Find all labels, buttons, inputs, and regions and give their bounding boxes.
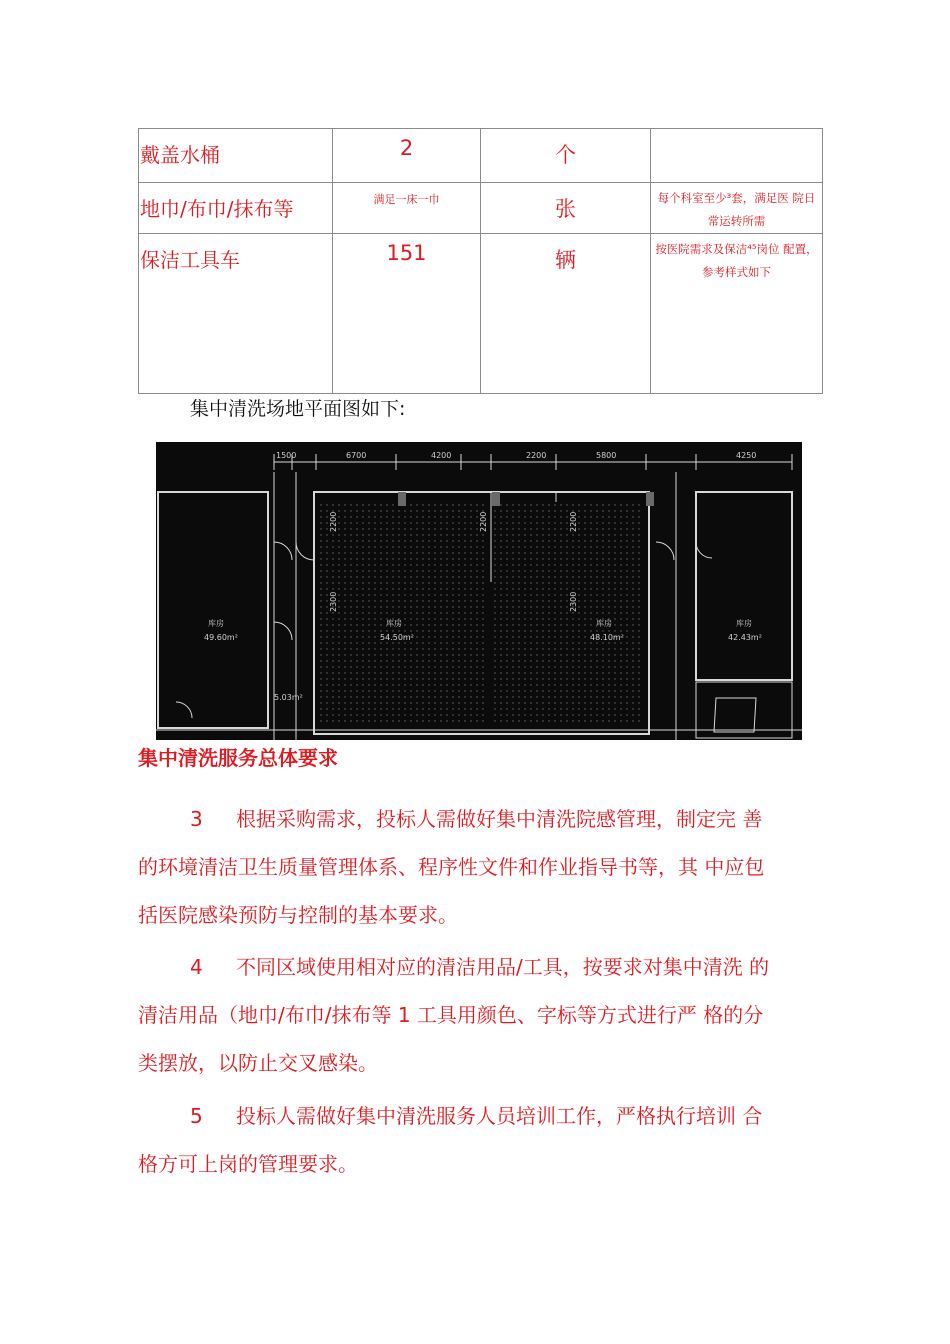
dim-label: 2200	[329, 511, 338, 532]
table-row	[139, 234, 823, 394]
paragraph-line: 括医院感染预防与控制的基本要求。	[138, 903, 458, 927]
item-qty: 151	[386, 241, 427, 265]
paragraph-line: 清洁用品（地巾/布巾/抹布等 1 工具用颜色、字标等方式进行严 格的分	[138, 1003, 764, 1027]
item-note	[651, 129, 822, 133]
dim-label: 4250	[736, 451, 757, 460]
item-note: 按医院需求及保洁⁴⁵岗位 配置，参考样式如下	[655, 242, 818, 279]
room-area: 48.10m²	[590, 633, 624, 642]
paragraph-line: 的环境清洁卫生质量管理体系、程序性文件和作业指导书等，其 中应包	[138, 855, 765, 879]
paragraph-text: 投标人需做好集中清洗服务人员培训工作，严格执行培训 合	[236, 1104, 763, 1128]
room-label: 库房	[208, 619, 224, 628]
table-row	[139, 183, 823, 234]
paragraph-line: 格方可上岗的管理要求。	[138, 1152, 358, 1176]
item-name: 地巾/布巾/抹布等	[140, 197, 294, 221]
item-note: 每个科室至少³套，满足医 院日常运转所需	[657, 191, 816, 228]
room-label: 库房	[736, 619, 752, 628]
item-qty-cell	[333, 234, 481, 394]
paragraph-text: 不同区域使用相对应的清洁用品/工具，按要求对集中清洗 的	[236, 955, 770, 979]
item-qty-cell	[333, 183, 481, 234]
dim-label: 2300	[569, 591, 578, 612]
dim-label: 4200	[431, 451, 452, 460]
item-unit: 个	[555, 143, 576, 167]
paragraph-line	[138, 1092, 828, 1140]
item-note-cell	[651, 234, 823, 394]
room-area: 5.03m²	[274, 693, 303, 702]
dim-label: 5800	[596, 451, 617, 460]
item-qty: 满足一床一巾	[373, 193, 440, 206]
item-unit-cell	[481, 129, 651, 183]
paragraph-line: 类摆放，以防止交叉感染。	[138, 1051, 378, 1075]
item-unit: 辆	[555, 248, 576, 272]
room-label: 库房	[386, 619, 402, 628]
dim-label: 2200	[569, 511, 578, 532]
paragraph-line	[138, 795, 828, 843]
supplies-table	[138, 128, 823, 394]
item-name-cell	[139, 234, 333, 394]
item-qty-cell	[333, 129, 481, 183]
item-name-cell	[139, 183, 333, 234]
item-unit: 张	[555, 197, 576, 221]
room-label: 库房	[596, 619, 612, 628]
item-name: 保洁工具车	[140, 248, 240, 272]
dim-label: 2200	[526, 451, 547, 460]
requirement-paragraph	[138, 943, 828, 1087]
paragraph-line	[138, 943, 828, 991]
item-note-cell	[651, 129, 823, 183]
room-area: 42.43m²	[728, 633, 762, 642]
floor-plan-image	[156, 442, 802, 740]
table-row	[139, 129, 823, 183]
requirement-paragraph	[138, 1092, 828, 1188]
room-area: 49.60m²	[204, 633, 238, 642]
paragraph-number: 4	[190, 955, 203, 979]
paragraph-text: 根据采购需求，投标人需做好集中清洗院感管理，制定完 善	[236, 807, 763, 831]
item-note-cell	[651, 183, 823, 234]
floor-plan-drawing	[156, 442, 802, 740]
section-heading: 集中清洗服务总体要求	[138, 746, 338, 770]
item-name: 戴盖水桶	[140, 143, 220, 167]
requirement-paragraph	[138, 795, 828, 939]
dim-label: 2200	[479, 511, 488, 532]
paragraph-number: 3	[190, 807, 203, 831]
dim-label: 2300	[329, 591, 338, 612]
item-unit-cell	[481, 234, 651, 394]
floorplan-caption: 集中清洗场地平面图如下:	[190, 398, 406, 420]
dim-label: 6700	[346, 451, 367, 460]
room-area: 54.50m²	[380, 633, 414, 642]
item-qty: 2	[399, 136, 414, 160]
paragraph-number: 5	[190, 1104, 203, 1128]
dim-label: 1500	[276, 451, 297, 460]
item-unit-cell	[481, 183, 651, 234]
item-name-cell	[139, 129, 333, 183]
